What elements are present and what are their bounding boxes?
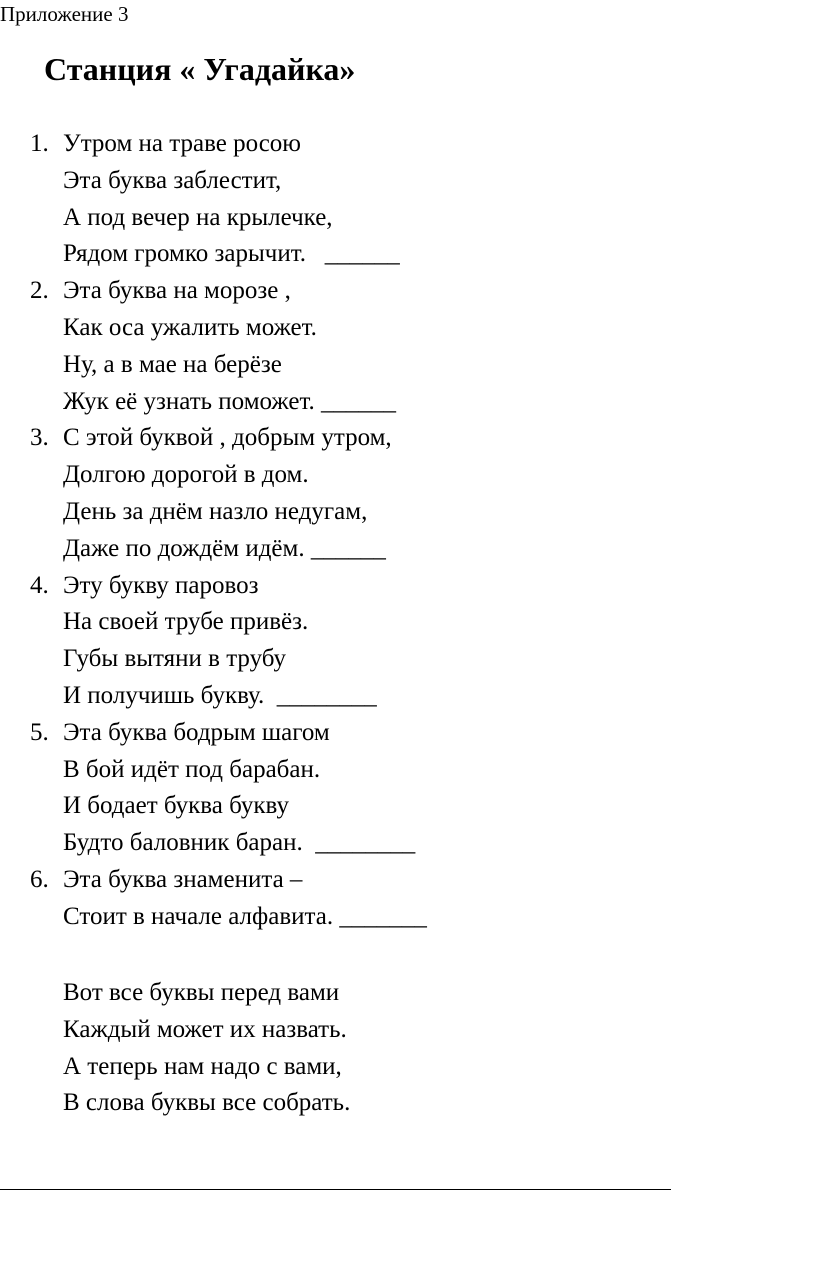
riddle-line: На своей трубе привёз. bbox=[63, 608, 309, 636]
riddle-number: 2. bbox=[30, 277, 49, 305]
riddle-line: Как оса ужалить может. bbox=[63, 313, 317, 341]
closing-line: Каждый может их назвать. bbox=[63, 1015, 347, 1043]
riddle-line: Жук её узнать поможет. ______ bbox=[63, 387, 396, 415]
riddle-line: Эта буква заблестит, bbox=[63, 166, 282, 194]
riddle-line: Рядом громко зарычит. ______ bbox=[63, 240, 400, 268]
riddle-line: День за днём назло недугам, bbox=[63, 497, 368, 525]
riddle-line: Ну, а в мае на берёзе bbox=[63, 350, 282, 378]
riddle-number: 4. bbox=[30, 571, 49, 599]
page-title: Станция « Угадайка» bbox=[44, 51, 356, 87]
riddle-line: С этой буквой , добрым утром, bbox=[63, 424, 392, 452]
closing-verse bbox=[63, 975, 350, 1122]
riddle-line: Эта буква на морозе , bbox=[63, 277, 291, 305]
riddle-line: Губы вытяни в трубу bbox=[63, 645, 287, 673]
riddle-line: Долгою дорогой в дом. bbox=[63, 461, 309, 489]
riddle-number: 3. bbox=[30, 424, 49, 452]
riddle-item bbox=[0, 126, 816, 273]
riddle-number: 1. bbox=[30, 130, 49, 157]
riddle-number: 6. bbox=[30, 865, 49, 893]
riddle-line: Эта буква бодрым шагом bbox=[63, 718, 330, 746]
riddle-item bbox=[0, 568, 816, 715]
riddle-line: И бодает буква букву bbox=[63, 792, 289, 820]
riddle-list bbox=[0, 126, 816, 936]
footer-divider bbox=[0, 1189, 671, 1190]
riddle-line: Эту букву паровоз bbox=[63, 571, 259, 599]
riddle-item bbox=[0, 420, 816, 567]
closing-line: А теперь нам надо с вами, bbox=[63, 1052, 342, 1080]
riddle-item bbox=[0, 273, 816, 420]
riddle-line: Стоит в начале алфавита. _______ bbox=[63, 902, 427, 930]
appendix-label: Приложение 3 bbox=[0, 2, 129, 26]
riddle-line: А под вечер на крылечке, bbox=[63, 203, 333, 231]
riddle-line: Даже по дождём идём. ______ bbox=[63, 534, 386, 562]
riddle-line: Утром на траве росою bbox=[63, 130, 301, 157]
closing-line: В слова буквы все собрать. bbox=[63, 1089, 351, 1117]
riddle-line: И получишь букву. ________ bbox=[63, 681, 377, 709]
riddle-item bbox=[0, 715, 816, 862]
riddle-line: В бой идёт под барабан. bbox=[63, 755, 321, 783]
riddle-item bbox=[0, 862, 816, 936]
riddle-line: Эта буква знаменита – bbox=[63, 865, 303, 893]
riddle-number: 5. bbox=[30, 718, 49, 746]
riddle-line: Будто баловник баран. ________ bbox=[63, 829, 416, 857]
closing-line: Вот все буквы перед вами bbox=[63, 979, 340, 1006]
